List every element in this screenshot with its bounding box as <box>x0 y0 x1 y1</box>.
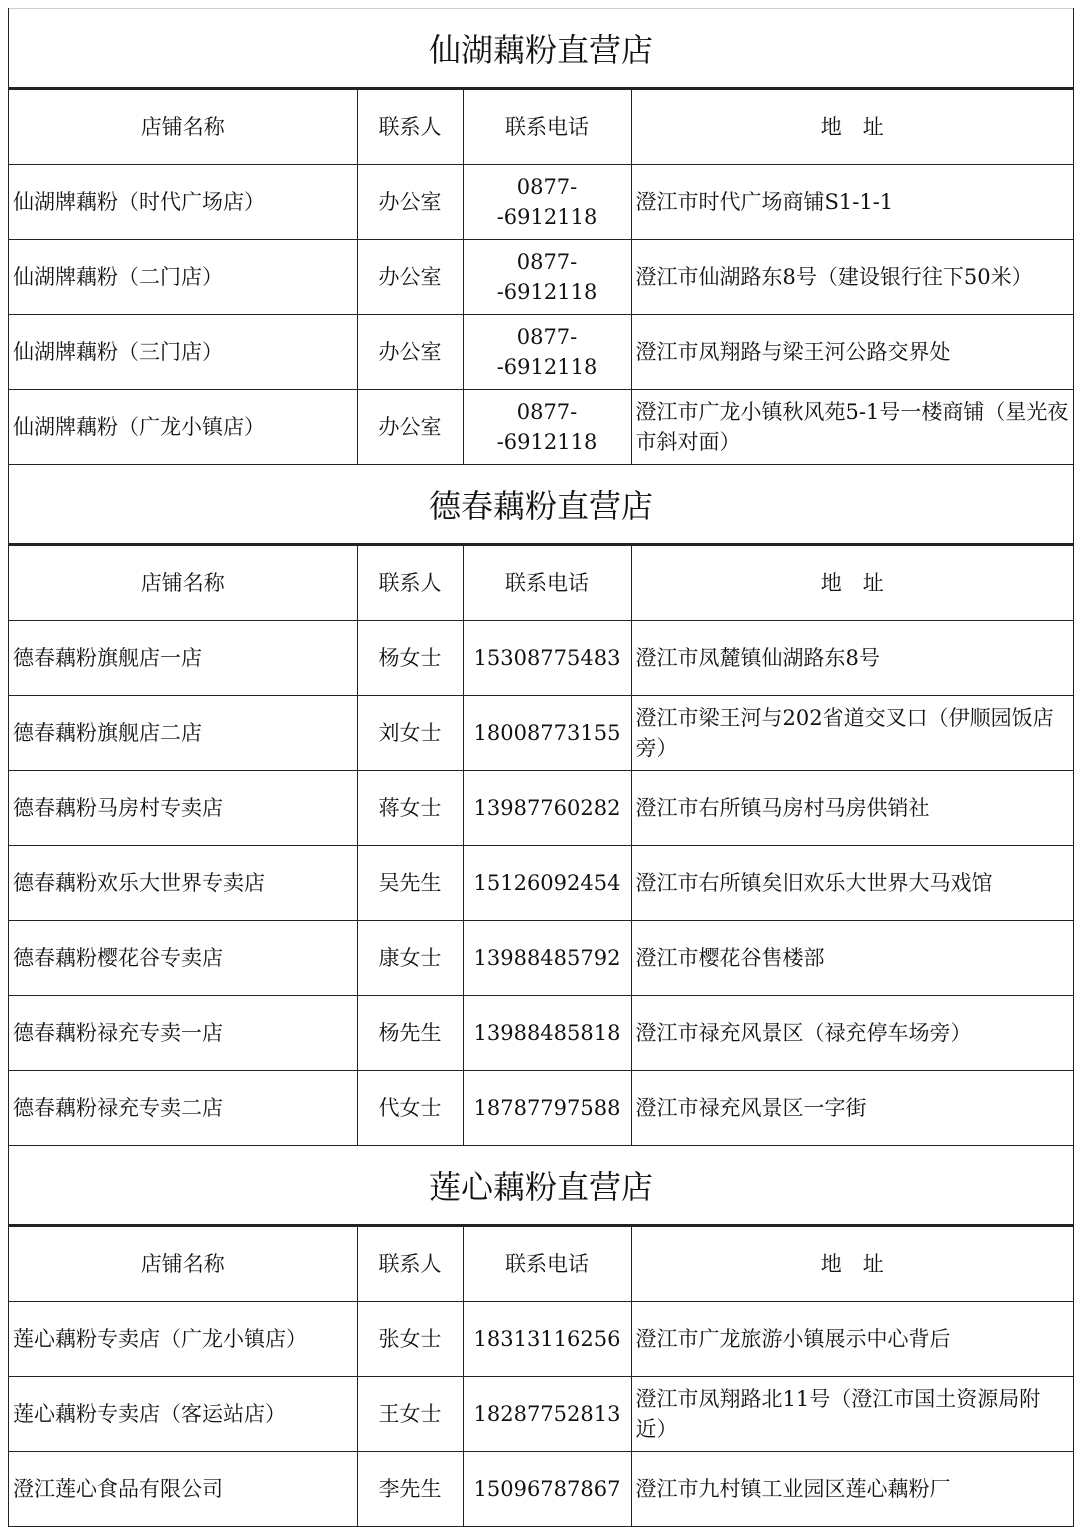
header-phone: 联系电话 <box>463 90 631 165</box>
table-row <box>9 390 1073 465</box>
contact-cell: 刘女士 <box>357 696 463 771</box>
contact-cell: 办公室 <box>357 240 463 315</box>
phone-cell: 13988485792 <box>463 921 631 996</box>
phone-cell: 18787797588 <box>463 1071 631 1146</box>
contact-cell: 办公室 <box>357 390 463 465</box>
header-address: 地 址 <box>631 90 1073 165</box>
phone-cell: 0877--6912118 <box>463 315 631 390</box>
contact-cell: 杨女士 <box>357 621 463 696</box>
store-name-cell: 澄江莲心食品有限公司 <box>9 1452 357 1527</box>
table-header-row <box>9 546 1073 621</box>
contact-cell: 张女士 <box>357 1302 463 1377</box>
table-row <box>9 1071 1073 1146</box>
store-name-cell: 德春藕粉旗舰店一店 <box>9 621 357 696</box>
store-directory-sheet <box>8 8 1074 1527</box>
store-name-cell: 莲心藕粉专卖店（客运站店） <box>9 1377 357 1452</box>
address-cell: 澄江市禄充风景区一字街 <box>631 1071 1073 1146</box>
header-address: 地 址 <box>631 1227 1073 1302</box>
store-name-cell: 德春藕粉樱花谷专卖店 <box>9 921 357 996</box>
header-store-name: 店铺名称 <box>9 90 357 165</box>
contact-cell: 代女士 <box>357 1071 463 1146</box>
contact-cell: 康女士 <box>357 921 463 996</box>
store-name-cell: 仙湖牌藕粉（三门店） <box>9 315 357 390</box>
table-header-row <box>9 1227 1073 1302</box>
table-row <box>9 771 1073 846</box>
address-cell: 澄江市凤翔路北11号（澄江市国土资源局附近） <box>631 1377 1073 1452</box>
store-name-cell: 仙湖牌藕粉（时代广场店） <box>9 165 357 240</box>
header-phone: 联系电话 <box>463 546 631 621</box>
store-table <box>9 545 1073 1146</box>
table-row <box>9 996 1073 1071</box>
table-row <box>9 315 1073 390</box>
contact-cell: 吴先生 <box>357 846 463 921</box>
address-cell: 澄江市广龙旅游小镇展示中心背后 <box>631 1302 1073 1377</box>
store-name-cell: 德春藕粉马房村专卖店 <box>9 771 357 846</box>
table-row <box>9 240 1073 315</box>
store-name-cell: 德春藕粉禄充专卖一店 <box>9 996 357 1071</box>
address-cell: 澄江市梁王河与202省道交叉口（伊顺园饭店旁） <box>631 696 1073 771</box>
phone-cell: 15308775483 <box>463 621 631 696</box>
store-name-cell: 仙湖牌藕粉（二门店） <box>9 240 357 315</box>
address-cell: 澄江市仙湖路东8号（建设银行往下50米） <box>631 240 1073 315</box>
table-row <box>9 1302 1073 1377</box>
phone-cell: 15096787867 <box>463 1452 631 1527</box>
phone-cell: 15126092454 <box>463 846 631 921</box>
store-table <box>9 1226 1073 1527</box>
contact-cell: 王女士 <box>357 1377 463 1452</box>
store-name-cell: 德春藕粉禄充专卖二店 <box>9 1071 357 1146</box>
contact-cell: 杨先生 <box>357 996 463 1071</box>
store-name-cell: 德春藕粉旗舰店二店 <box>9 696 357 771</box>
address-cell: 澄江市禄充风景区（禄充停车场旁） <box>631 996 1073 1071</box>
contact-cell: 办公室 <box>357 315 463 390</box>
contact-cell: 办公室 <box>357 165 463 240</box>
header-contact: 联系人 <box>357 546 463 621</box>
address-cell: 澄江市广龙小镇秋风苑5-1号一楼商铺（星光夜市斜对面） <box>631 390 1073 465</box>
section-title: 莲心藕粉直营店 <box>9 1146 1073 1226</box>
table-row <box>9 846 1073 921</box>
address-cell: 澄江市九村镇工业园区莲心藕粉厂 <box>631 1452 1073 1527</box>
table-row <box>9 165 1073 240</box>
address-cell: 澄江市樱花谷售楼部 <box>631 921 1073 996</box>
phone-cell: 0877--6912118 <box>463 390 631 465</box>
phone-cell: 18313116256 <box>463 1302 631 1377</box>
address-cell: 澄江市凤麓镇仙湖路东8号 <box>631 621 1073 696</box>
table-header-row <box>9 90 1073 165</box>
table-row <box>9 1452 1073 1527</box>
section-title: 仙湖藕粉直营店 <box>9 8 1073 89</box>
phone-cell: 13988485818 <box>463 996 631 1071</box>
store-section <box>9 465 1073 1146</box>
store-section <box>9 1146 1073 1527</box>
table-row <box>9 696 1073 771</box>
phone-cell: 18008773155 <box>463 696 631 771</box>
address-cell: 澄江市右所镇马房村马房供销社 <box>631 771 1073 846</box>
address-cell: 澄江市时代广场商铺S1-1-1 <box>631 165 1073 240</box>
store-section <box>9 8 1073 465</box>
section-title: 德春藕粉直营店 <box>9 465 1073 545</box>
contact-cell: 蒋女士 <box>357 771 463 846</box>
store-table <box>9 89 1073 465</box>
phone-cell: 0877--6912118 <box>463 165 631 240</box>
header-phone: 联系电话 <box>463 1227 631 1302</box>
header-address: 地 址 <box>631 546 1073 621</box>
header-store-name: 店铺名称 <box>9 546 357 621</box>
store-name-cell: 莲心藕粉专卖店（广龙小镇店） <box>9 1302 357 1377</box>
table-row <box>9 921 1073 996</box>
store-name-cell: 仙湖牌藕粉（广龙小镇店） <box>9 390 357 465</box>
address-cell: 澄江市凤翔路与梁王河公路交界处 <box>631 315 1073 390</box>
phone-cell: 18287752813 <box>463 1377 631 1452</box>
phone-cell: 0877--6912118 <box>463 240 631 315</box>
address-cell: 澄江市右所镇矣旧欢乐大世界大马戏馆 <box>631 846 1073 921</box>
store-name-cell: 德春藕粉欢乐大世界专卖店 <box>9 846 357 921</box>
contact-cell: 李先生 <box>357 1452 463 1527</box>
phone-cell: 13987760282 <box>463 771 631 846</box>
table-row <box>9 1377 1073 1452</box>
header-contact: 联系人 <box>357 90 463 165</box>
header-store-name: 店铺名称 <box>9 1227 357 1302</box>
header-contact: 联系人 <box>357 1227 463 1302</box>
table-row <box>9 621 1073 696</box>
